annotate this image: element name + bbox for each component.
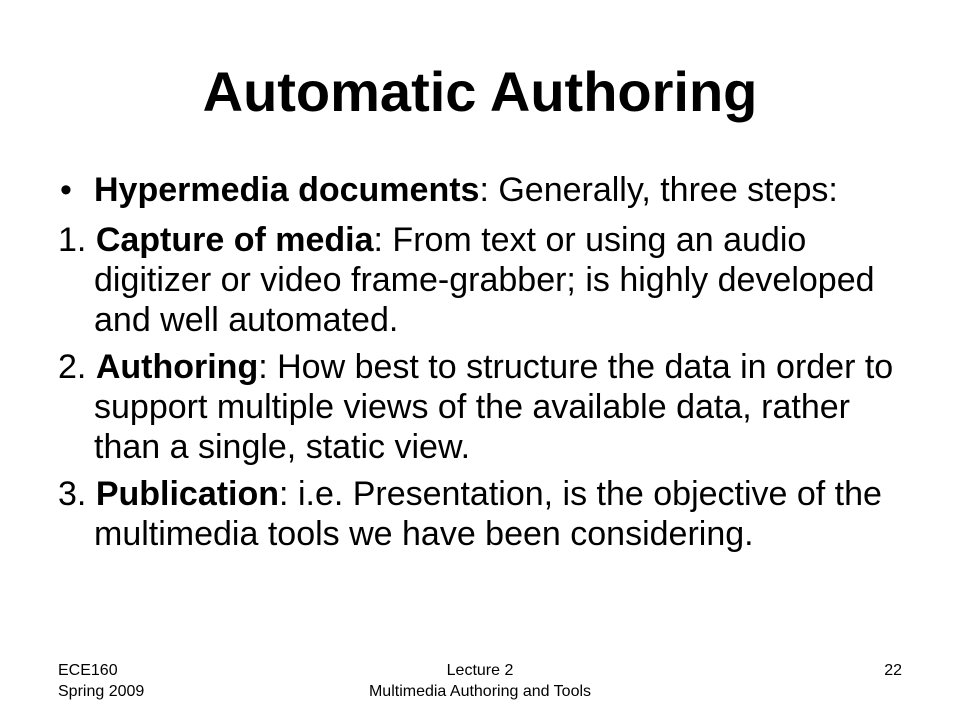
step-3-term: Publication	[95, 475, 280, 513]
step-2-number: 2.	[58, 348, 87, 386]
footer-course: ECE160	[58, 662, 118, 679]
footer-lecture: Lecture 2	[446, 662, 514, 679]
step-2	[58, 347, 918, 467]
bullet-hypermedia	[58, 170, 918, 210]
slide-title: Automatic Authoring	[202, 60, 758, 123]
slide-body	[58, 170, 918, 561]
step-3	[58, 474, 918, 554]
bullet-term: Hypermedia documents	[94, 171, 480, 209]
bullet-text: : Generally, three steps:	[479, 171, 838, 209]
footer-term: Spring 2009	[58, 683, 145, 700]
step-3-text: : i.e. Presentation, is the objective of the multimedia tools we have been considering.	[94, 475, 882, 553]
step-1	[58, 220, 918, 340]
step-2-text: : How best to structure the data in order to support multiple views of the available data, rather than a single, static view.	[94, 348, 894, 466]
step-1-term: Capture of media	[95, 221, 374, 259]
step-1-number: 1.	[58, 221, 87, 259]
footer-course-info	[58, 660, 144, 702]
footer-topic: Multimedia Authoring and Tools	[368, 683, 592, 700]
footer-lecture-info	[280, 660, 680, 702]
step-3-number: 3.	[58, 475, 87, 513]
step-2-term: Authoring	[95, 348, 259, 386]
footer-page-number: 22	[884, 662, 902, 679]
step-1-text: : From text or using an audio digitizer or video frame-grabber; is highly developed and well automated.	[94, 221, 875, 339]
bullet-marker: •	[60, 171, 72, 209]
